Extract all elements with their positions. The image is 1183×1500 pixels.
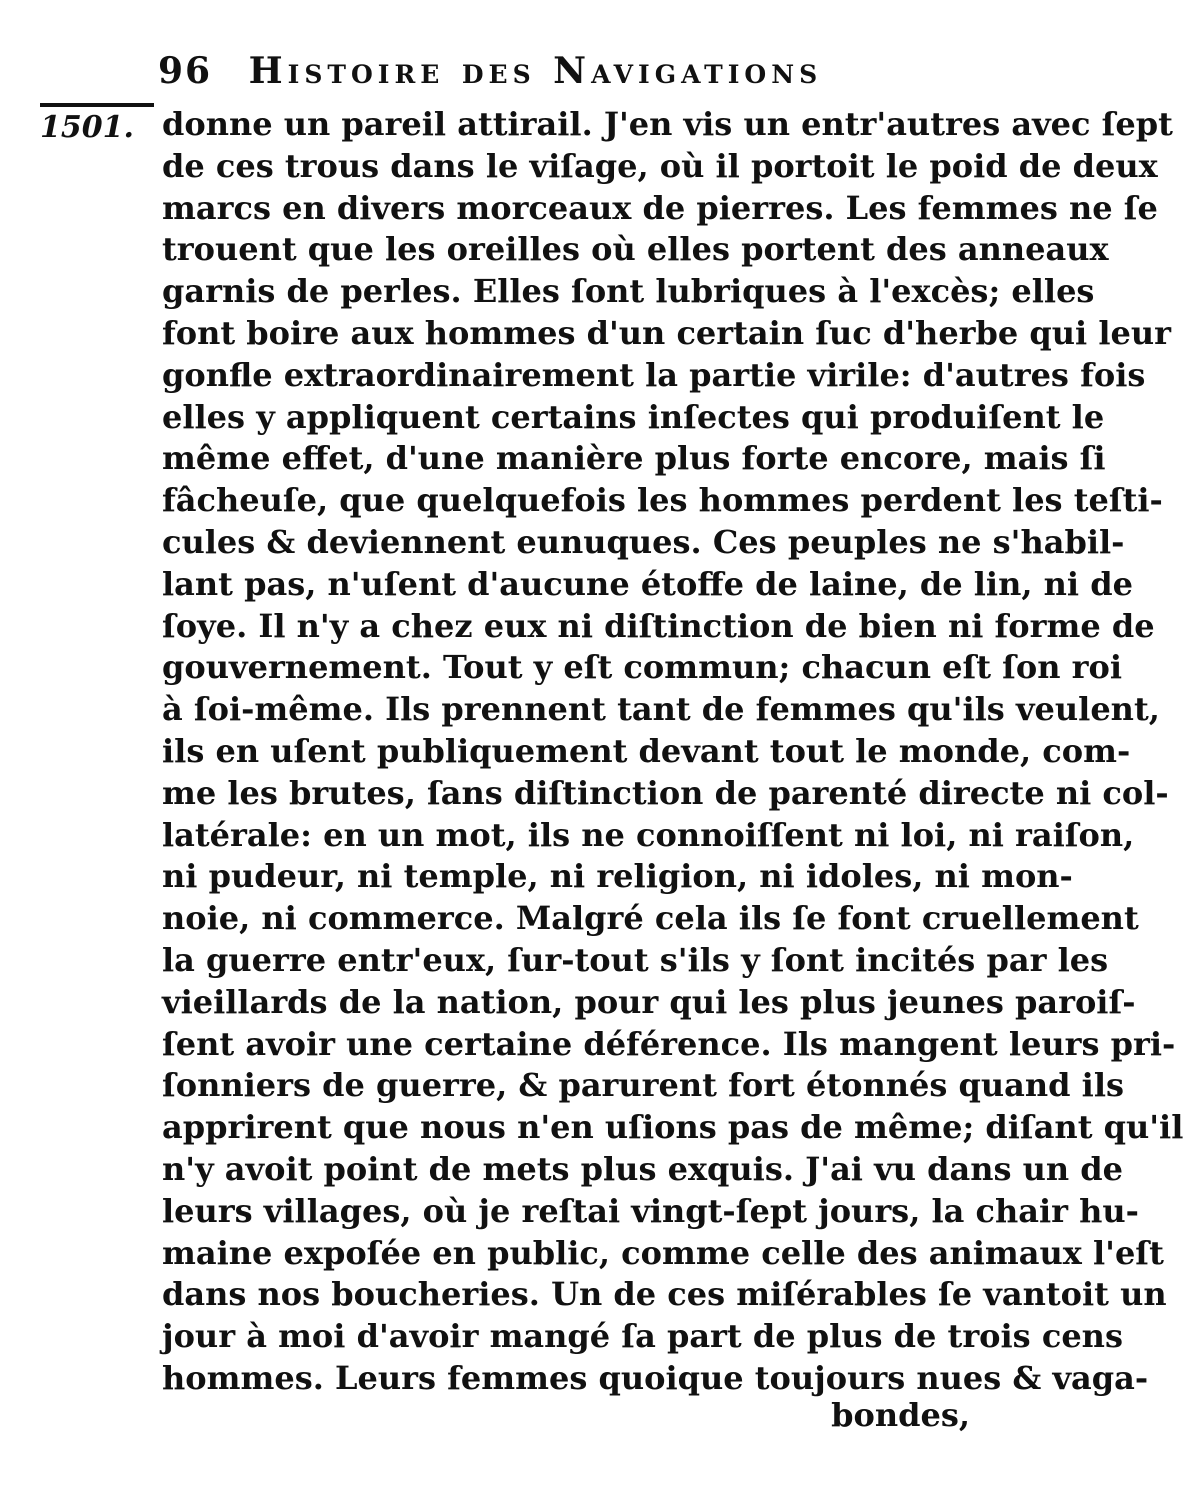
text-line: la guerre entr'eux, ſur-tout s'ils y ſont incités par les xyxy=(162,940,1109,979)
text-line: gonfle extraordinairement la partie virile: d'autres fois xyxy=(162,355,1146,394)
text-line: fâcheuſe, que quelquefois les hommes perdent les teſti- xyxy=(162,481,1163,520)
text-line: cules & deviennent eunuques. Ces peuples ne s'habil- xyxy=(162,522,1125,561)
text-line: marcs en divers morceaux de pierres. Les femmes ne ſe xyxy=(162,188,1158,227)
text-line: me les brutes, ſans diſtinction de parenté directe ni col- xyxy=(162,773,1169,812)
catchword: bondes, xyxy=(831,1396,970,1434)
text-line: apprirent que nous n'en uſions pas de même; diſant qu'il xyxy=(162,1108,1183,1147)
text-line: n'y avoit point de mets plus exquis. J'ai vu dans un de xyxy=(162,1149,1124,1188)
text-line: à ſoi-même. Ils prennent tant de femmes qu'ils veulent, xyxy=(162,690,1160,729)
text-line: ſoye. Il n'y a chez eux ni diſtinction de bien ni forme de xyxy=(162,606,1155,645)
text-line: même effet, d'une manière plus forte encore, mais ſi xyxy=(162,439,1106,478)
body-text xyxy=(162,104,1183,1400)
text-line: garnis de perles. Elles ſont lubriques à l'excès; elles xyxy=(162,272,1095,311)
text-line: ſonniers de guerre, & parurent fort étonnés quand ils xyxy=(162,1066,1124,1105)
text-line: latérale: en un mot, ils ne connoiſſent ni loi, ni raiſon, xyxy=(162,815,1135,854)
text-line: gouvernement. Tout y eſt commun; chacun eſt ſon roi xyxy=(162,648,1123,687)
text-line: jour à moi d'avoir mangé ſa part de plus de trois cens xyxy=(162,1317,1123,1356)
page-header xyxy=(158,50,878,100)
text-line: noie, ni commerce. Malgré cela ils ſe font cruellement xyxy=(162,899,1139,938)
running-title: Histoire des Navigations xyxy=(248,50,823,92)
text-line: elles y appliquent certains inſectes qui produiſent le xyxy=(162,397,1105,436)
text-line: dans nos boucheries. Un de ces miſérables ſe vantoit un xyxy=(162,1275,1167,1314)
page-number: 96 xyxy=(158,50,213,92)
text-line: leurs villages, où je reſtai vingt-ſept jours, la chair hu- xyxy=(162,1191,1139,1230)
text-line: ils en uſent publiquement devant tout le monde, com- xyxy=(162,731,1131,770)
text-line: ſent avoir une certaine déférence. Ils mangent leurs pri- xyxy=(162,1024,1176,1063)
text-line: trouent que les oreilles où elles portent des anneaux xyxy=(162,230,1109,269)
text-line: maine expoſée en public, comme celle des animaux l'eſt xyxy=(162,1233,1164,1272)
text-line: vieillards de la nation, pour qui les plus jeunes paroiſ- xyxy=(162,982,1136,1021)
text-line: donne un pareil attirail. J'en vis un entr'autres avec ſept xyxy=(162,105,1173,143)
header-rule xyxy=(40,103,154,107)
margin-year-note: 1501. xyxy=(40,110,134,145)
text-line: hommes. Leurs femmes quoique toujours nues & vaga- xyxy=(162,1358,1149,1397)
text-line: font boire aux hommes d'un certain ſuc d'herbe qui leur xyxy=(162,313,1171,352)
text-line: ni pudeur, ni temple, ni religion, ni idoles, ni mon- xyxy=(162,857,1073,896)
text-line: lant pas, n'uſent d'aucune étoffe de laine, de lin, ni de xyxy=(162,564,1133,603)
text-line: de ces trous dans le viſage, où il portoit le poid de deux xyxy=(162,146,1158,185)
